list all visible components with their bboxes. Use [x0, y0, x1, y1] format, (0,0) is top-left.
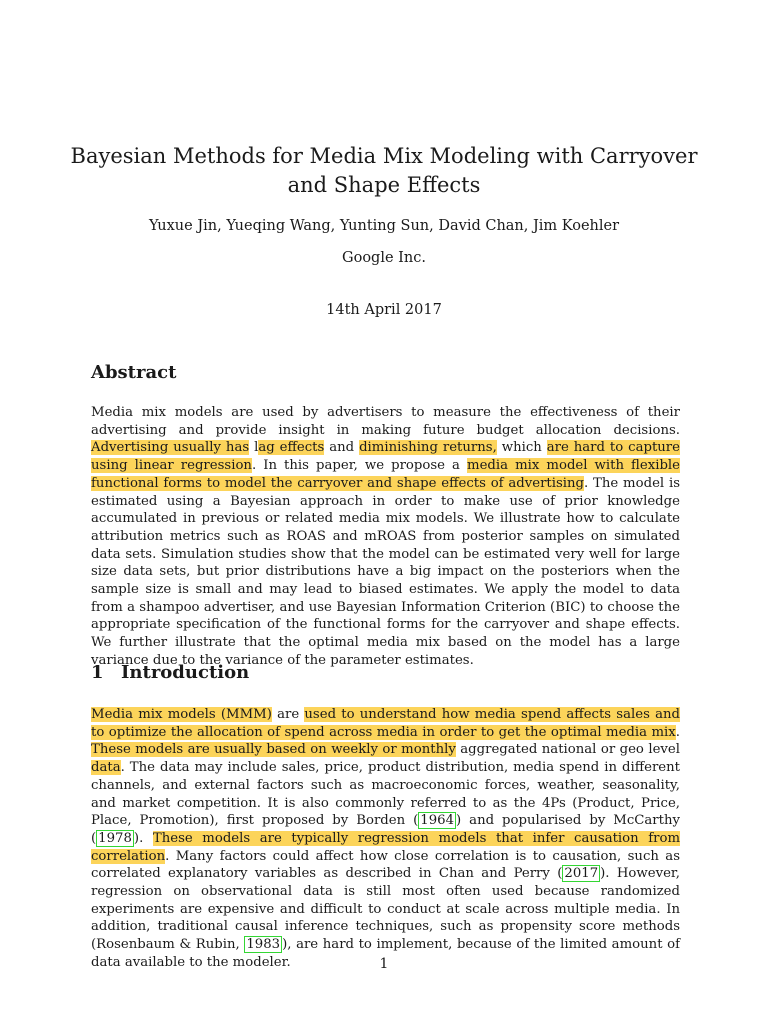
body-text: . Many factors could affect how close correlation is to causation, such as correlated explanatory variables as described in Chan and Perry (: [91, 848, 680, 882]
highlighted-text: These models are typically regression models that infer causation from correlation: [91, 830, 681, 864]
publication-date: 14th April 2017: [326, 302, 442, 318]
body-text: Media mix models are used by advertisers to measure the effectiveness of their advertising and provide insight in making future budget allocation decisions.: [91, 405, 680, 438]
citation-link[interactable]: 1978: [98, 830, 132, 846]
body-text: ) and popularised by McCarthy (: [91, 813, 680, 846]
body-text: . The model is estimated using a Bayesian approach in order to make use of prior knowledge accumulated in previous or related media mix models. We illustrate how to calculate attribution metrics such as ROAS and mROAS from posterior samples on simulated data sets. Simulation studies show that the model can be estimated very well for large size data sets, but prior distributions have a big impact on the posteriors when the sample size is small and may lead to biased estimates. We apply the model to data from a shampoo advertiser, and use Bayesian Information Criterion (BIC) to choose the appropriate specification of the functional forms for the carryover and shape effects. We further illustrate that the optimal media mix based on the model has a large variance due to the variance of the parameter estimates.: [91, 475, 680, 668]
highlighted-text: data: [91, 760, 121, 776]
body-text: ), are hard to implement, because of the limited amount of data available to the modeler.: [91, 937, 680, 970]
abstract-paragraph: [91, 404, 680, 670]
body-text: .: [675, 724, 680, 740]
body-text: ). However, regression on observational data is still most often used because randomized experiments are expensive and difficult to conduct at scale across multiple media. In addition, traditional causal inference techniques, such as propensity score methods (Rosenbaum & Rubin,: [91, 866, 680, 953]
citation-link[interactable]: 1964: [420, 813, 455, 829]
citation-link[interactable]: 2017: [564, 866, 599, 882]
body-text: ).: [133, 830, 153, 846]
body-text: . The data may include sales, price, product distribution, media spend in different channels, and external factors such as macroeconomic forces, weather, seasonality, and market competition. It is also commonly referred to as the 4Ps (Product, Price, Place, Promotion), first proposed by Borden (: [91, 760, 680, 829]
highlighted-text: Media mix models (MMM): [91, 707, 272, 722]
body-text: . In this paper, we propose a: [251, 458, 467, 474]
body-text: aggregated national or geo level: [455, 742, 680, 758]
highlighted-text: used to understand how media spend affects sales and to optimize the allocation of spend across media in order to get the optimal media mix: [91, 707, 681, 740]
highlighted-text: These models are usually based on weekly or monthly: [91, 742, 456, 758]
highlighted-text: media mix model with flexible functional forms to model the carryover and shape effects of advertising: [91, 458, 681, 491]
highlighted-text: Advertising usually has: [91, 440, 250, 456]
section-number: 1: [91, 662, 104, 683]
highlighted-text: are hard to capture using linear regression: [91, 440, 680, 474]
highlighted-text: diminishing returns,: [359, 440, 497, 456]
paper-title: Bayesian Methods for Media Mix Modeling with Carryover and Shape Effects: [70, 144, 698, 197]
highlighted-text: ag effects: [258, 440, 325, 456]
body-text: l: [249, 440, 259, 456]
body-text: which: [496, 440, 547, 456]
section-heading-introduction: [91, 662, 249, 683]
body-text: and: [324, 440, 360, 456]
page-number: 1: [379, 956, 389, 972]
body-text: are: [271, 707, 305, 722]
introduction-paragraph: [91, 706, 680, 972]
citation-link[interactable]: 1983: [246, 937, 281, 953]
section-title: Introduction: [121, 662, 250, 683]
abstract-heading: Abstract: [91, 362, 177, 383]
author-list: Yuxue Jin, Yueqing Wang, Yunting Sun, David Chan, Jim Koehler: [148, 218, 620, 234]
affiliation: Google Inc.: [342, 250, 426, 266]
